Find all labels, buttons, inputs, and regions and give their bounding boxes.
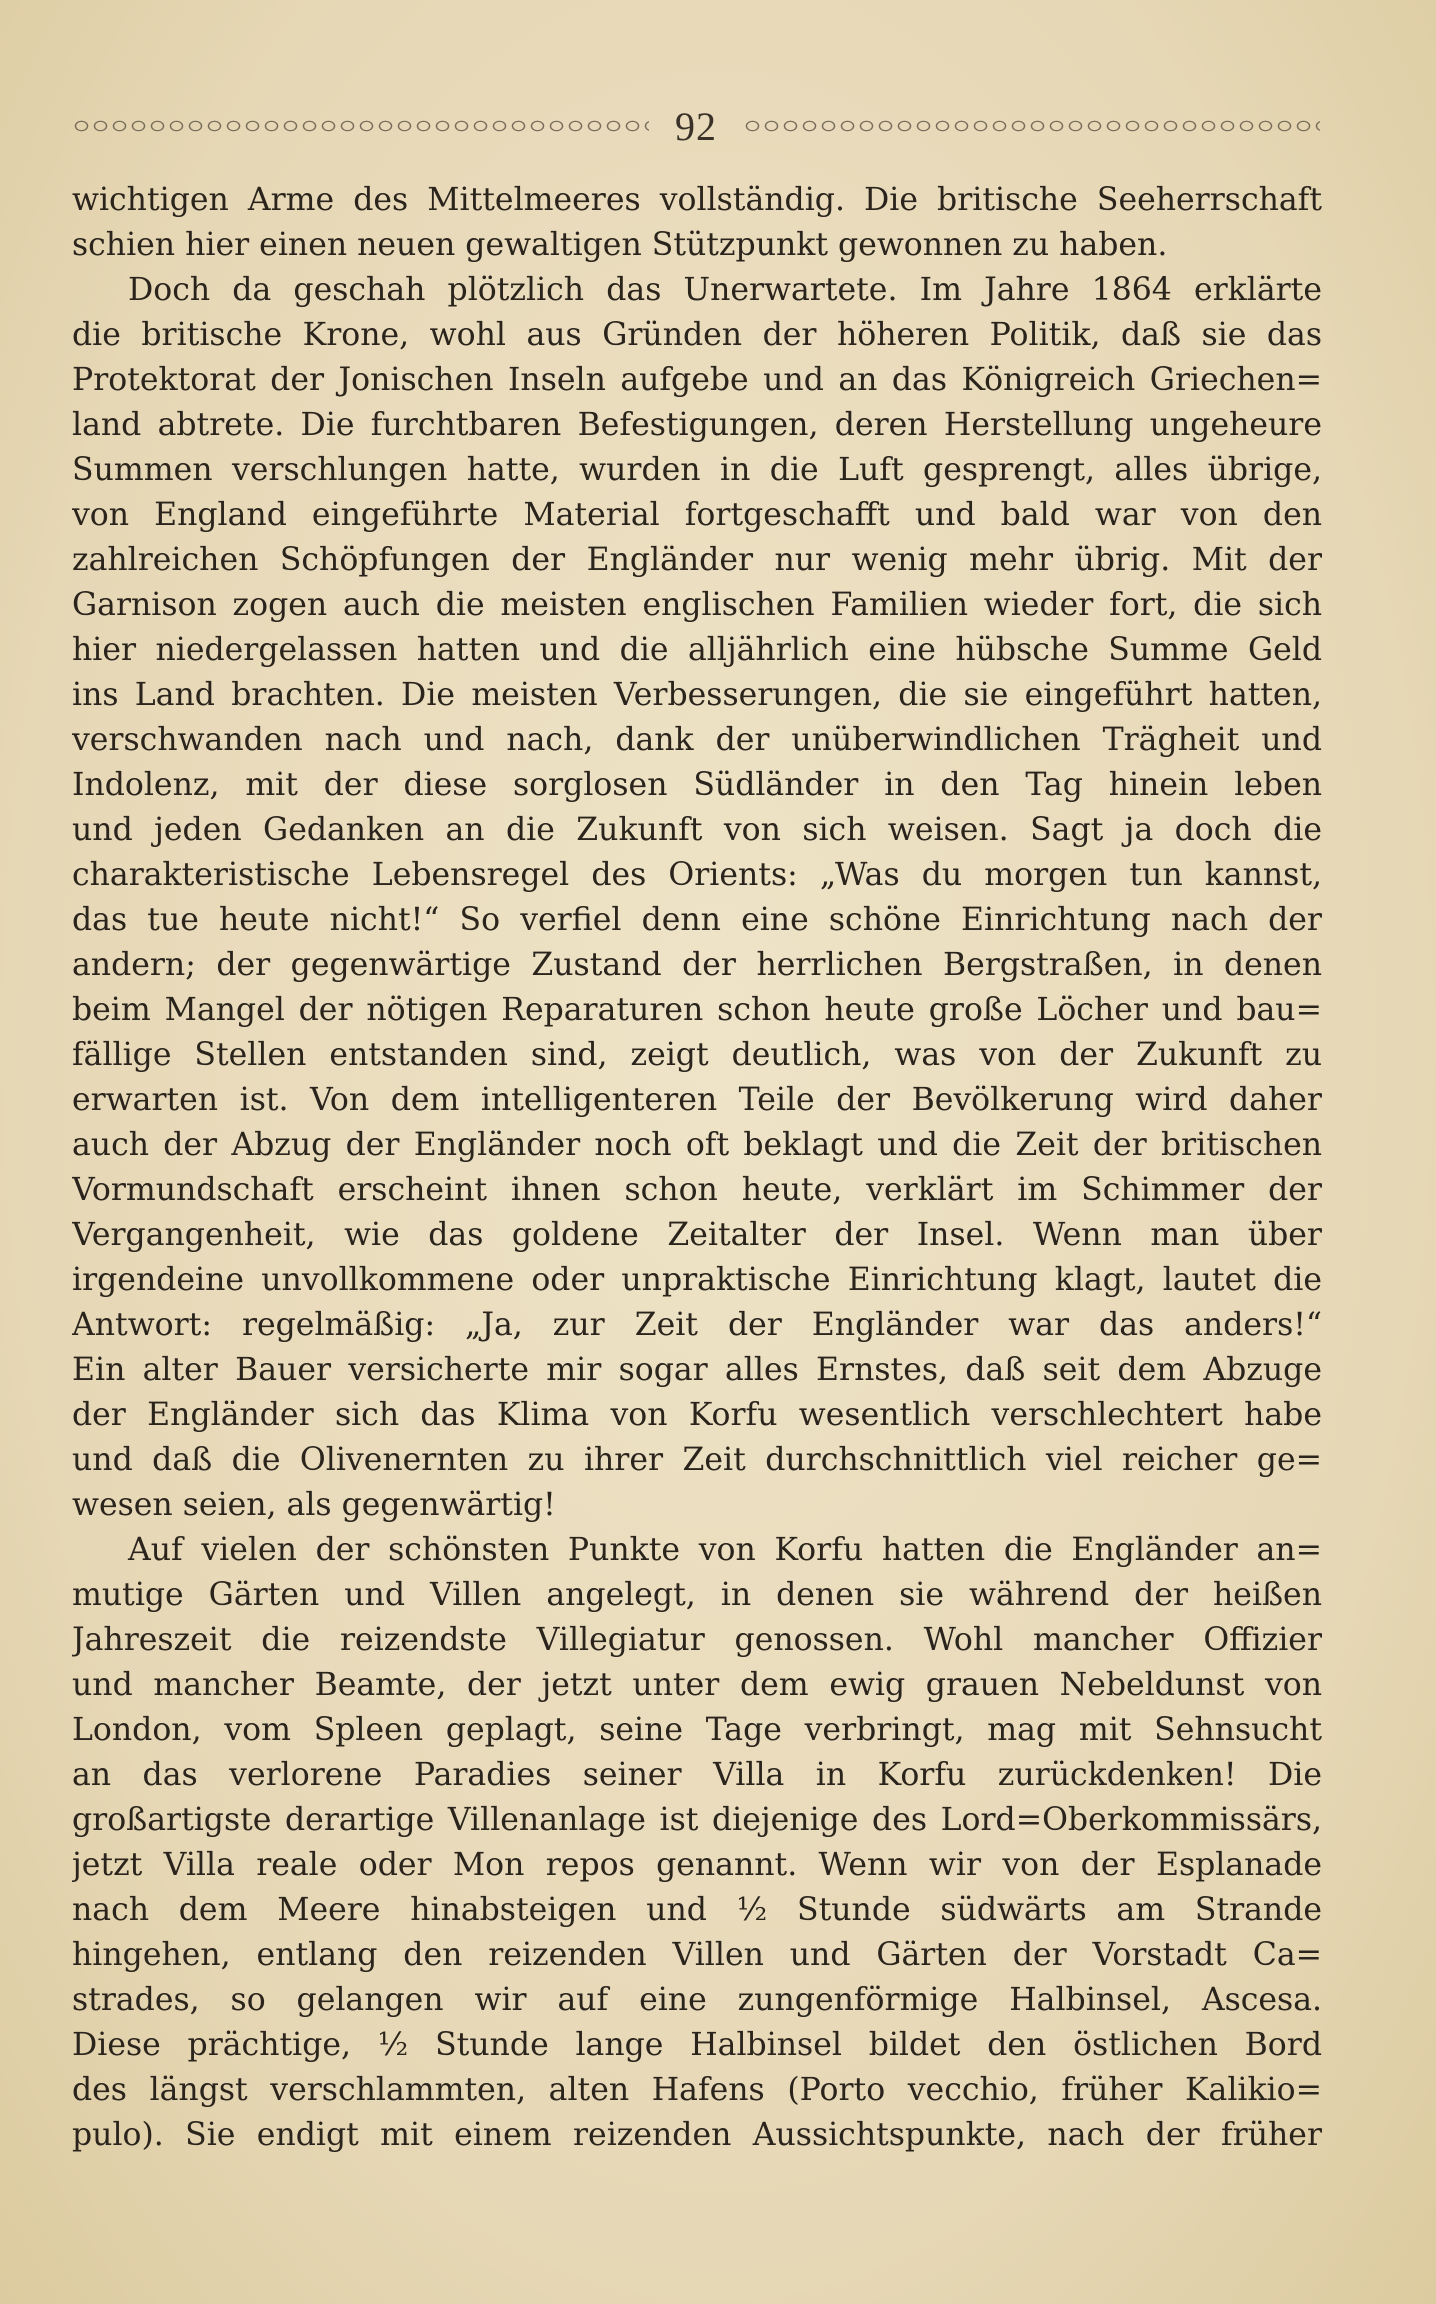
text-line: nach dem Meere hinabsteigen und ½ Stunde südwärts am Strande	[72, 1892, 1322, 1928]
text-line: Ein alter Bauer versicherte mir sogar alles Ernstes, daß seit dem Abzuge	[72, 1352, 1322, 1388]
text-line: beim Mangel der nötigen Reparaturen schon heute große Löcher und bau=	[72, 992, 1322, 1028]
text-line: Jahreszeit die reizendste Villegiatur genossen. Wohl mancher Offizier	[72, 1622, 1322, 1658]
text-line: der Engländer sich das Klima von Korfu wesentlich verschlechtert habe	[72, 1397, 1322, 1433]
text-line: Antwort: regelmäßig: „Ja, zur Zeit der Engländer war das anders!“	[72, 1307, 1322, 1343]
text-line: Protektorat der Jonischen Inseln aufgebe und an das Königreich Griechen=	[72, 362, 1322, 398]
text-line: Summen verschlungen hatte, wurden in die Luft gesprengt, alles übrige,	[72, 452, 1322, 488]
text-line: irgendeine unvollkommene oder unpraktische Einrichtung klagt, lautet die	[72, 1262, 1322, 1298]
text-line: Auf vielen der schönsten Punkte von Korfu hatten die Engländer an=	[128, 1532, 1322, 1568]
text-line: jetzt Villa reale oder Mon repos genannt. Wenn wir von der Esplanade	[72, 1847, 1322, 1883]
text-line: hingehen, entlang den reizenden Villen und Gärten der Vorstadt Ca=	[72, 1937, 1322, 1973]
text-line: an das verlorene Paradies seiner Villa in Korfu zurückdenken! Die	[72, 1757, 1322, 1793]
text-line: von England eingeführte Material fortgeschafft und bald war von den	[72, 497, 1322, 533]
text-line: land abtrete. Die furchtbaren Befestigungen, deren Herstellung ungeheure	[72, 407, 1322, 443]
text-line: großartigste derartige Villenanlage ist diejenige des Lord=Oberkommissärs,	[72, 1802, 1322, 1838]
text-line: Diese prächtige, ½ Stunde lange Halbinsel bildet den östlichen Bord	[72, 2027, 1322, 2063]
text-line: Vormundschaft erscheint ihnen schon heute, verklärt im Schimmer der	[72, 1172, 1322, 1208]
text-line: und mancher Beamte, der jetzt unter dem ewig grauen Nebeldunst von	[72, 1667, 1322, 1703]
text-line: des längst verschlammten, alten Hafens (Porto vecchio, früher Kalikio=	[72, 2072, 1322, 2108]
text-line: Vergangenheit, wie das goldene Zeitalter der Insel. Wenn man über	[72, 1217, 1322, 1253]
body-text	[72, 178, 1322, 2158]
text-line: die britische Krone, wohl aus Gründen der höheren Politik, daß sie das	[72, 317, 1322, 353]
text-line: das tue heute nicht!“ So verfiel denn eine schöne Einrichtung nach der	[72, 902, 1322, 938]
text-line: ins Land brachten. Die meisten Verbesserungen, die sie eingeführt hatten,	[72, 677, 1322, 713]
text-line: Garnison zogen auch die meisten englischen Familien wieder fort, die sich	[72, 587, 1322, 623]
text-line: London, vom Spleen geplagt, seine Tage verbringt, mag mit Sehnsucht	[72, 1712, 1322, 1748]
text-line: schien hier einen neuen gewaltigen Stützpunkt gewonnen zu haben.	[72, 227, 1168, 263]
text-line: mutige Gärten und Villen angelegt, in denen sie während der heißen	[72, 1577, 1322, 1613]
text-line: und jeden Gedanken an die Zukunft von sich weisen. Sagt ja doch die	[72, 812, 1322, 848]
page-number: 92	[675, 103, 717, 149]
ornament-left	[72, 115, 649, 137]
text-line: und daß die Olivenernten zu ihrer Zeit durchschnittlich viel reicher ge=	[72, 1442, 1322, 1478]
text-line: wichtigen Arme des Mittelmeeres vollständig. Die britische Seeherrschaft	[72, 182, 1322, 218]
text-line: andern; der gegenwärtige Zustand der herrlichen Bergstraßen, in denen	[72, 947, 1322, 983]
text-line: Indolenz, mit der diese sorglosen Südländer in den Tag hinein leben	[72, 767, 1322, 803]
page-header	[72, 100, 1320, 152]
text-line: Doch da geschah plötzlich das Unerwartete. Im Jahre 1864 erklärte	[128, 272, 1322, 308]
text-line: auch der Abzug der Engländer noch oft beklagt und die Zeit der britischen	[72, 1127, 1322, 1163]
text-line: fällige Stellen entstanden sind, zeigt deutlich, was von der Zukunft zu	[72, 1037, 1322, 1073]
ornament-right	[743, 115, 1320, 137]
text-line: pulo). Sie endigt mit einem reizenden Aussichtspunkte, nach der früher	[72, 2117, 1322, 2153]
text-line: hier niedergelassen hatten und die alljährlich eine hübsche Summe Geld	[72, 632, 1322, 668]
text-line: wesen seien, als gegenwärtig!	[72, 1487, 556, 1523]
text-line: strades, so gelangen wir auf eine zungenförmige Halbinsel, Ascesa.	[72, 1982, 1322, 2018]
text-line: charakteristische Lebensregel des Orients: „Was du morgen tun kannst,	[72, 857, 1322, 893]
text-line: erwarten ist. Von dem intelligenteren Teile der Bevölkerung wird daher	[72, 1082, 1322, 1118]
text-line: verschwanden nach und nach, dank der unüberwindlichen Trägheit und	[72, 722, 1322, 758]
text-line: zahlreichen Schöpfungen der Engländer nur wenig mehr übrig. Mit der	[72, 542, 1322, 578]
